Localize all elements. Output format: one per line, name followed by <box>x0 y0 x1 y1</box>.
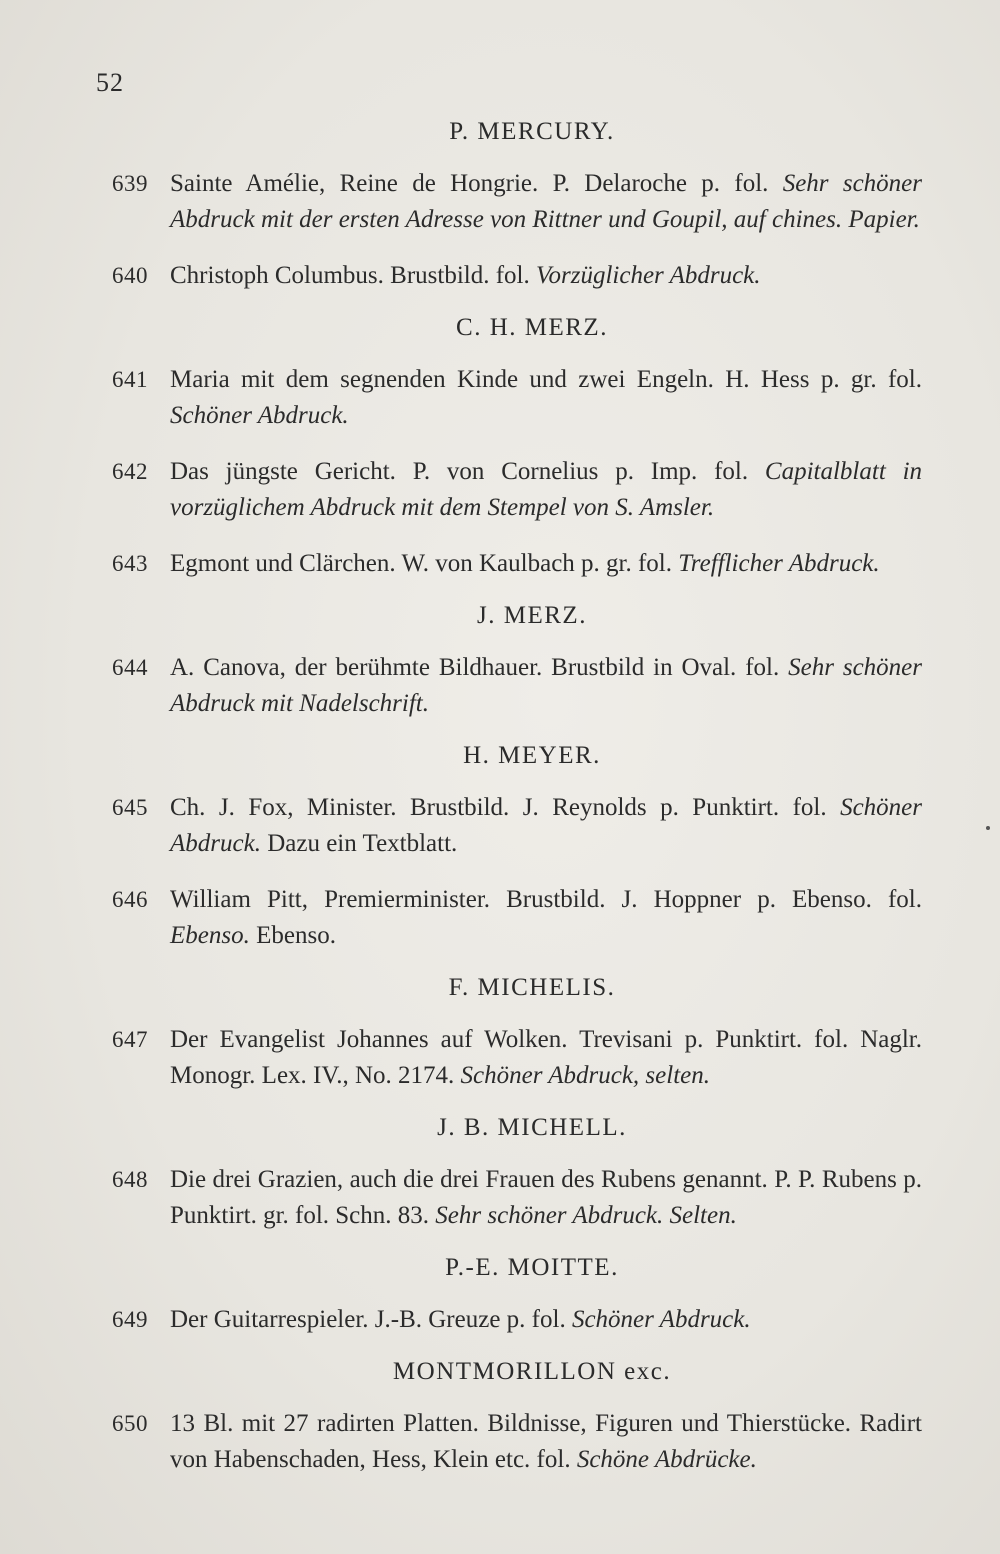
entry-condition-note: Capitalblatt in vorzüglichem Abdruck mit dem Stempel von S. Amsler. <box>170 458 923 521</box>
artist-section <box>112 1254 922 1338</box>
artist-section <box>112 602 922 722</box>
entry-number: 641 <box>112 367 148 392</box>
entry-text <box>170 1406 922 1478</box>
catalog-entry <box>112 1406 922 1478</box>
entry-number: 642 <box>112 459 148 484</box>
entry-description: Der Evangelist Johannes auf Wolken. Trevisani p. Punktirt. fol. Naglr. Monogr. Lex. IV., No. 2174. <box>170 1026 922 1089</box>
entry-condition-note: Schöner Abdruck, selten. <box>460 1062 710 1089</box>
entry-text <box>170 1302 922 1338</box>
entry-extra: Ebenso. <box>256 922 336 949</box>
catalog-entry <box>112 1162 922 1234</box>
entry-description: Christoph Columbus. Brustbild. fol. <box>170 262 530 289</box>
entry-number: 643 <box>112 551 148 576</box>
entry-number: 650 <box>112 1411 148 1436</box>
entry-description: Sainte Amélie, Reine de Hongrie. P. Delaroche p. fol. <box>170 170 769 197</box>
artist-heading: J. B. MICHELL. <box>437 1114 627 1141</box>
entry-extra: Dazu ein Textblatt. <box>267 830 458 857</box>
catalog-entry <box>112 546 922 582</box>
ink-speck <box>986 826 990 830</box>
entry-condition-note: Schöner Abdruck. <box>571 1306 751 1333</box>
entry-number: 648 <box>112 1167 148 1192</box>
catalog-entry <box>112 166 922 238</box>
artist-heading: J. MERZ. <box>477 602 587 629</box>
artist-section <box>112 314 922 582</box>
entry-condition-note: Ebenso. <box>170 922 250 949</box>
artist-heading: F. MICHELIS. <box>448 974 616 1001</box>
entry-condition-note: Schöner Abdruck. <box>170 794 922 857</box>
catalog-entry <box>112 258 922 294</box>
artist-section <box>112 1114 922 1234</box>
artist-heading: H. MEYER. <box>463 742 601 769</box>
entry-text <box>170 454 922 526</box>
entry-description: Die drei Grazien, auch die drei Frauen des Rubens genannt. P. P. Rubens p. Punktirt. gr. fol. Schn. 83. <box>170 1166 922 1229</box>
entry-description: Das jüngste Gericht. P. von Cornelius p. Imp. fol. <box>170 458 749 485</box>
catalog-entry <box>112 1302 922 1338</box>
artist-heading: P.-E. MOITTE. <box>445 1254 619 1281</box>
page-number: 52 <box>96 68 124 97</box>
artist-section <box>112 974 922 1094</box>
entry-number: 647 <box>112 1027 148 1052</box>
artist-heading: C. H. MERZ. <box>456 314 608 341</box>
artist-heading: MONTMORILLON exc. <box>392 1358 672 1385</box>
entry-description: William Pitt, Premierminister. Brustbild. J. Hoppner p. Ebenso. fol. <box>170 886 922 913</box>
artist-heading: P. MERCURY. <box>449 118 615 145</box>
entry-condition-note: Sehr schöner Abdruck mit Nadelschrift. <box>170 654 923 717</box>
entry-text <box>170 1022 922 1094</box>
entry-number: 645 <box>112 795 148 820</box>
entry-number: 649 <box>112 1307 148 1332</box>
entry-description: Maria mit dem segnenden Kinde und zwei Engeln. H. Hess p. gr. fol. <box>170 366 922 393</box>
entry-condition-note: Sehr schöner Abdruck. Selten. <box>435 1202 737 1229</box>
artist-section <box>112 1358 922 1478</box>
entry-text <box>170 546 922 582</box>
entry-condition-note: Sehr schöner Abdruck mit der ersten Adresse von Rittner und Goupil, auf chines. Papier. <box>170 170 922 233</box>
entry-text <box>170 790 922 862</box>
artist-section <box>112 118 922 294</box>
catalog-entry <box>112 882 922 954</box>
entry-number: 639 <box>112 171 148 196</box>
catalog-entry <box>112 790 922 862</box>
entry-description: 13 Bl. mit 27 radirten Platten. Bildnisse, Figuren und Thierstücke. Radirt von Habenschaden, Hess, Klein etc. fol. <box>170 1410 922 1473</box>
entry-text <box>170 1162 922 1234</box>
entry-text <box>170 882 922 954</box>
entry-number: 646 <box>112 887 148 912</box>
entry-text <box>170 650 922 722</box>
entry-text <box>170 362 922 434</box>
entry-text <box>170 258 922 294</box>
entry-number: 640 <box>112 263 148 288</box>
entry-condition-note: Vorzüglicher Abdruck. <box>536 262 761 289</box>
entry-text <box>170 166 922 238</box>
entry-condition-note: Schöner Abdruck. <box>170 402 349 429</box>
entry-condition-note: Trefflicher Abdruck. <box>678 550 880 577</box>
entry-condition-note: Schöne Abdrücke. <box>576 1446 757 1473</box>
catalog-entry <box>112 454 922 526</box>
catalog-entry <box>112 362 922 434</box>
entry-description: Der Guitarrespieler. J.-B. Greuze p. fol. <box>170 1306 566 1333</box>
entry-number: 644 <box>112 655 148 680</box>
entry-description: Egmont und Clärchen. W. von Kaulbach p. gr. fol. <box>170 550 673 577</box>
catalog-entry <box>112 1022 922 1094</box>
entry-description: Ch. J. Fox, Minister. Brustbild. J. Reynolds p. Punktirt. fol. <box>170 794 827 821</box>
artist-section <box>112 742 922 954</box>
catalog-entry <box>112 650 922 722</box>
entry-description: A. Canova, der berühmte Bildhauer. Brustbild in Oval. fol. <box>170 654 780 681</box>
catalog-content <box>112 118 922 1498</box>
